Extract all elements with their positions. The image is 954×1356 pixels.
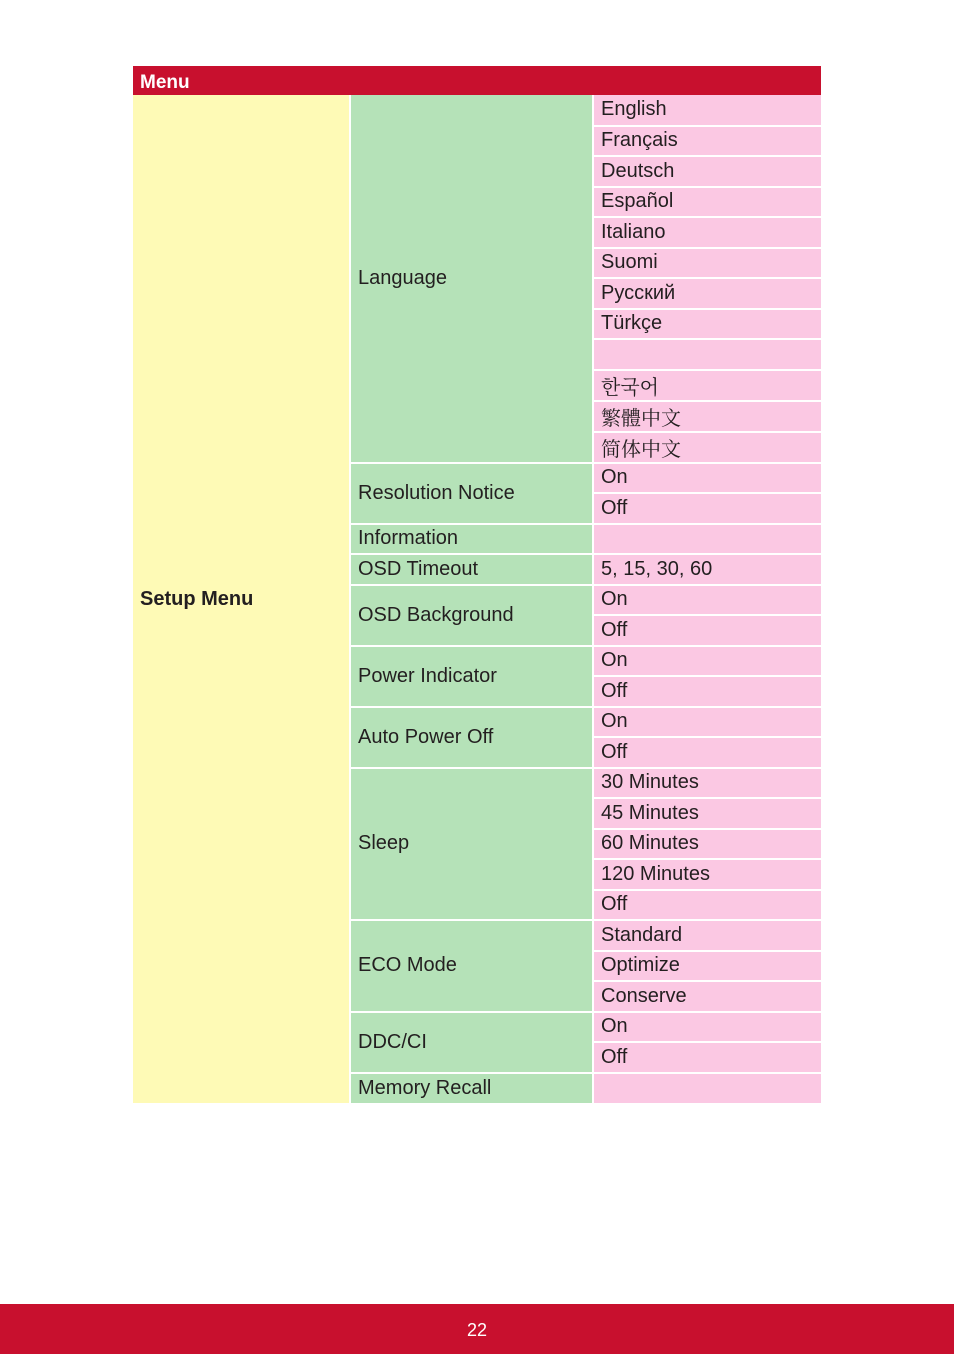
menu-item-label: ECO Mode [350,920,593,1012]
menu-option-value: 30 Minutes [593,768,821,799]
menu-table-body [133,95,821,1103]
menu-option-value [593,524,821,555]
menu-option-value: Off [593,737,821,768]
menu-option-value: Off [593,890,821,921]
menu-option-value: On [593,585,821,616]
menu-item-label: Information [350,524,593,555]
menu-item-label: Language [350,95,593,463]
table-row [133,95,821,126]
menu-item-label: DDC/CI [350,1012,593,1073]
footer-bar [0,1304,954,1354]
menu-header: Menu [133,66,821,95]
menu-option-value: Optimize [593,951,821,982]
menu-option-value: Italiano [593,217,821,248]
menu-option-value: 45 Minutes [593,798,821,829]
menu-option-value: Pусский [593,278,821,309]
menu-option-value: Standard [593,920,821,951]
menu-option-value: 60 Minutes [593,829,821,860]
menu-option-value: 120 Minutes [593,859,821,890]
setup-menu-table [133,95,821,1103]
top-level-menu-label: Setup Menu [133,95,350,1103]
menu-option-value: Deutsch [593,156,821,187]
menu-option-value: On [593,1012,821,1043]
menu-option-value: Off [593,493,821,524]
menu-item-label: OSD Background [350,585,593,646]
menu-option-value: Español [593,187,821,218]
page-number: 22 [466,1320,488,1340]
menu-option-value: On [593,646,821,677]
menu-option-value: Conserve [593,981,821,1012]
menu-option-value: Off [593,1042,821,1073]
menu-option-value: Suomi [593,248,821,279]
menu-option-value [593,1073,821,1104]
menu-option-value: 5, 15, 30, 60 [593,554,821,585]
menu-option-value: English [593,95,821,126]
menu-option-value: On [593,463,821,494]
menu-option-value: Türkçe [593,309,821,340]
menu-item-label: Resolution Notice [350,463,593,524]
menu-option-value: 繁體中文 [593,401,821,432]
menu-option-value: Off [593,615,821,646]
menu-item-label: OSD Timeout [350,554,593,585]
menu-option-value: Français [593,126,821,157]
menu-option-value: Off [593,676,821,707]
menu-item-label: Sleep [350,768,593,921]
menu-option-value: On [593,707,821,738]
menu-option-value: 한국어 [593,370,821,401]
menu-item-label: Auto Power Off [350,707,593,768]
menu-option-value: 简体中文 [593,432,821,463]
menu-item-label: Memory Recall [350,1073,593,1104]
menu-option-value [593,339,821,370]
menu-item-label: Power Indicator [350,646,593,707]
